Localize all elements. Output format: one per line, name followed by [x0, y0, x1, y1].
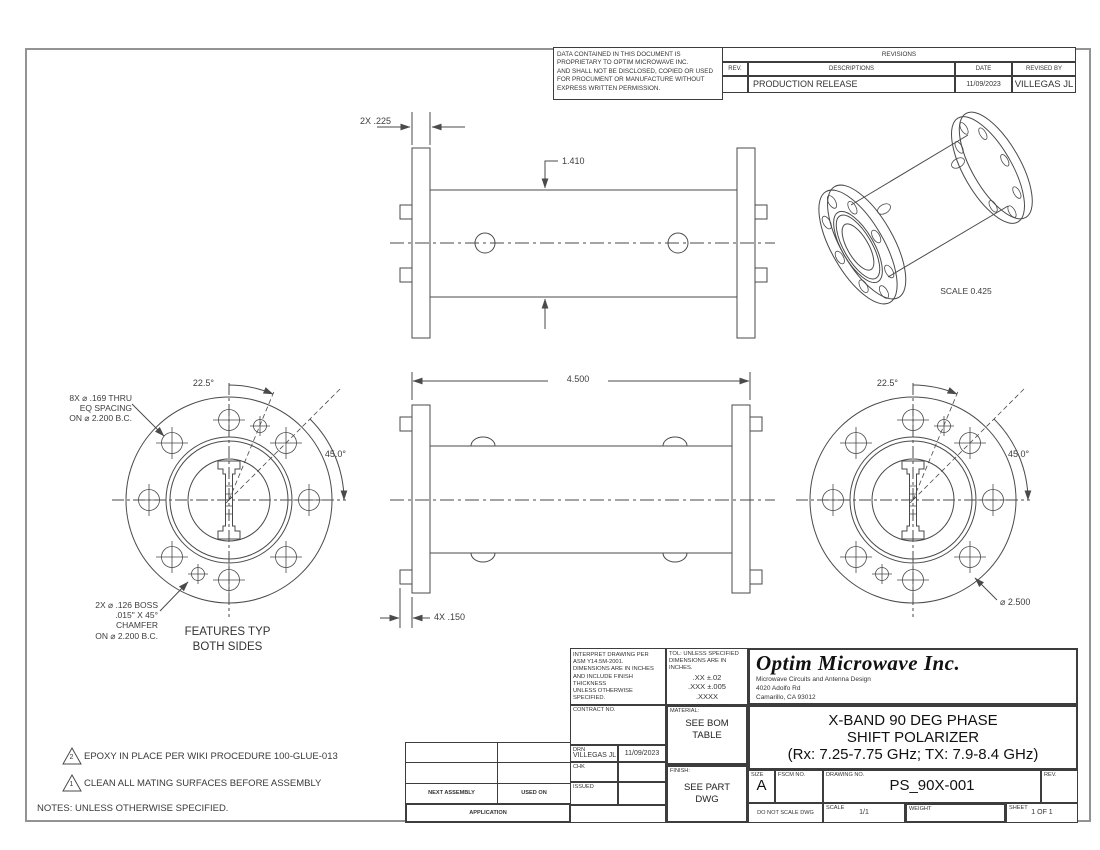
drn-date-cell: 11/09/2023: [618, 745, 666, 762]
empty-bottom-left-cell: [570, 805, 666, 823]
right-flange-angle-22: 22.5°: [876, 378, 898, 388]
chk-cell: CHK: [570, 762, 618, 782]
finish-cell: FINISH: SEE PART DWG: [666, 765, 748, 823]
boss-chamfer-note: 2X ⌀ .126 BOSS .015" X 45° CHAMFER ON ⌀ 2.200 B.C.: [95, 600, 158, 641]
revisions-col-by: REVISED BY: [1012, 62, 1076, 76]
drn-name: VILLEGAS JL: [573, 752, 617, 760]
rev-cell: REV.: [1041, 770, 1078, 803]
left-flange-angle-45: 45.0°: [324, 449, 346, 459]
drawing-title-line1: X-BAND 90 DEG PHASE: [828, 712, 998, 729]
issued-date-cell: [618, 782, 666, 805]
do-not-scale-cell: DO NOT SCALE DWG: [748, 803, 823, 823]
right-flange-angle-45: 45.0°: [1008, 449, 1030, 459]
scale-cell: SCALE 1/1: [823, 803, 905, 823]
company-cell: [748, 648, 1078, 705]
size-cell: SIZE A: [748, 770, 775, 803]
note-2-text: EPOXY IN PLACE PER WIKI PROCEDURE 100-GLUE-013: [84, 751, 338, 762]
tol-xxx: .XXX ±.005: [688, 682, 726, 692]
proprietary-notice: DATA CONTAINED IN THIS DOCUMENT IS PROPRIETARY TO OPTIM MICROWAVE INC. AND SHALL NOT BE DISCLOSED, COPIED OR USED FOR PROCUMENT OR MANUFACTURE WITHOUT EXPRESS WRITTEN PERMISSION.: [553, 47, 723, 100]
sheet-value: 1 OF 1: [1031, 809, 1053, 817]
drawing-title-cell: [748, 705, 1078, 770]
drawing-title-line2: SHIFT POLARIZER: [846, 729, 980, 746]
material-cell: MATERIAL: SEE BOM TABLE: [666, 705, 748, 765]
note-1-text: CLEAN ALL MATING SURFACES BEFORE ASSEMBLY: [84, 778, 322, 789]
features-typ-note: FEATURES TYP BOTH SIDES: [184, 626, 271, 653]
left-flange-angle-22: 22.5°: [192, 378, 214, 388]
drawing-no-value: PS_90X-001: [889, 777, 975, 795]
revisions-table: [722, 47, 1076, 93]
used-on-cell: USED ON: [497, 783, 571, 804]
dim-boss-height: 4X .150: [434, 612, 466, 622]
revisions-title: REVISIONS: [722, 47, 1076, 62]
tolerance-cell: TOL: UNLESS SPECIFIED DIMENSIONS ARE IN INCHES. .XX ±.02 .XXX ±.005 .XXXX: [666, 648, 748, 705]
interpret-cell: INTERPRET DRAWING PER ASM Y14.5M-2001. DIMENSIONS ARE IN INCHES AND INCLUDE FINISH THICKNESS UNLESS OTHERWISE SPECIFIED.: [570, 648, 666, 705]
company-address-1: 4020 Adolfo Rd: [756, 684, 801, 692]
revision-row-rev: [722, 76, 748, 93]
application-empty-4: [497, 762, 571, 784]
note-flag-1: 1: [69, 781, 74, 788]
issued-cell: ISSUED: [570, 782, 618, 805]
sheet-cell: SHEET 1 OF 1: [1006, 803, 1078, 823]
application-empty-1: [405, 742, 498, 763]
tol-xxxx: .XXXX: [695, 692, 719, 702]
revisions-col-desc: DESCRIPTIONS: [748, 62, 955, 76]
bolt-holes-note: 8X ⌀ .169 THRU EQ SPACING ON ⌀ 2.200 B.C.: [69, 393, 132, 424]
top-view: [377, 112, 775, 338]
note-flag-2: 2: [69, 754, 74, 761]
dim-flange-thickness: 2X .225: [359, 116, 391, 126]
company-address-2: Camarillo, CA 93012: [756, 693, 816, 701]
size-value: A: [756, 777, 767, 795]
drawing-no-cell: DRAWING NO. PS_90X-001: [823, 770, 1041, 803]
dim-overall-length: 4.500: [566, 374, 590, 384]
fscm-cell: FSCM NO.: [775, 770, 823, 803]
next-assembly-cell: NEXT ASSEMBLY: [405, 783, 498, 804]
drawing-title-line3: (Rx: 7.25-7.75 GHz; TX: 7.9-8.4 GHz): [787, 746, 1039, 763]
revision-row-by: VILLEGAS JL: [1012, 76, 1076, 93]
iso-scale-note: SCALE 0.425: [940, 286, 992, 296]
isometric-view: [803, 102, 1046, 316]
revision-row-desc: PRODUCTION RELEASE: [748, 76, 955, 93]
revision-row-date: 11/09/2023: [955, 76, 1012, 93]
flange-face-view: [112, 383, 346, 617]
revisions-col-date: DATE: [955, 62, 1012, 76]
notes-footer: NOTES: UNLESS OTHERWISE SPECIFIED.: [37, 803, 229, 814]
contract-no-cell: CONTRACT NO.: [570, 705, 666, 745]
company-tagline: Microwave Circuits and Antenna Design: [756, 676, 871, 683]
company-logo: Optim Microwave Inc.: [756, 651, 961, 675]
od-leader: [975, 578, 997, 600]
application-cell: APPLICATION: [405, 803, 571, 823]
dim-outer-diameter: ⌀ 2.500: [1000, 597, 1031, 607]
chk-date-cell: [618, 762, 666, 782]
left-flange-leaders: [132, 404, 188, 611]
tol-xx: .XX ±.02: [692, 672, 722, 682]
weight-cell: WEIGHT: [905, 803, 1006, 823]
front-view: [380, 372, 775, 628]
scale-value: 1/1: [859, 809, 869, 817]
application-empty-3: [405, 762, 498, 784]
revisions-col-rev: REV.: [722, 62, 748, 76]
application-empty-2: [497, 742, 571, 763]
drn-cell: DRN VILLEGAS JL: [570, 745, 618, 762]
dim-bore: 1.410: [562, 156, 585, 166]
right-flange-face-view: [796, 383, 1030, 617]
